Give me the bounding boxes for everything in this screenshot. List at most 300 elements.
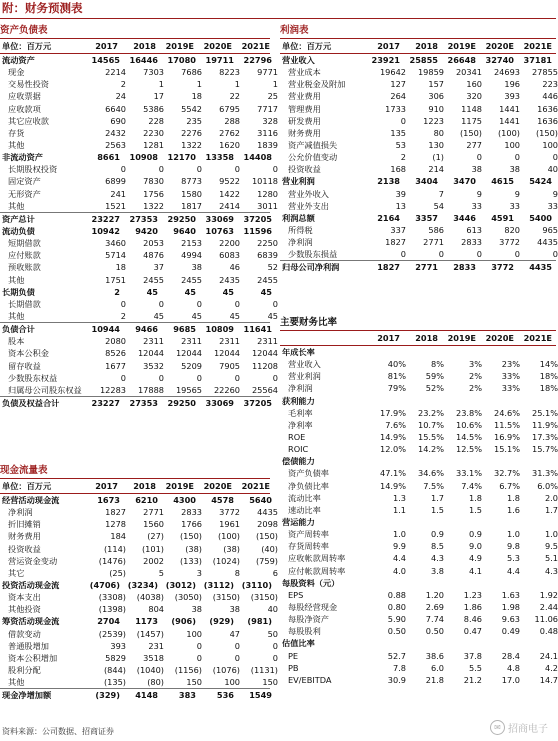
cell-value: (3112) xyxy=(203,579,234,590)
cell-value xyxy=(400,395,438,407)
cell-value: 21.8 xyxy=(425,674,444,685)
cell-value: 24.1 xyxy=(539,650,558,661)
cell-value: 0.80 xyxy=(387,601,406,612)
table-row xyxy=(0,688,270,701)
cell-value: 38 xyxy=(229,604,240,615)
cell-value: 17.0 xyxy=(501,674,520,685)
year-header: 2017 xyxy=(377,41,400,51)
table-row xyxy=(0,360,278,372)
cell-value: 2311 xyxy=(181,336,202,347)
cell-value: 7 xyxy=(438,188,444,199)
table-row xyxy=(0,237,278,249)
cell-value: 29250 xyxy=(167,397,196,408)
year-header: 2019E xyxy=(447,41,476,51)
cell-value: (4038) xyxy=(136,592,164,603)
year-header: 2020E xyxy=(485,333,514,343)
cell-value: 0 xyxy=(552,249,558,260)
row-label: 每股经营现金 xyxy=(288,601,338,612)
cell-value: 228 xyxy=(148,115,164,126)
cell-value: 328 xyxy=(262,115,278,126)
row-label: 长期股权投资 xyxy=(8,164,58,175)
cell-value: 0 xyxy=(158,372,164,383)
table-row xyxy=(280,224,556,236)
cell-value: 79% xyxy=(387,383,406,394)
row-label: 应付账款 xyxy=(8,250,41,261)
cell-value: 33069 xyxy=(205,397,234,408)
cell-value: 50 xyxy=(267,628,278,639)
table-row xyxy=(280,200,556,212)
cell-value: 9 xyxy=(514,188,520,199)
cell-value: 2435 xyxy=(219,274,240,285)
cell-value: (1) xyxy=(432,152,444,163)
cell-value: 127 xyxy=(390,79,406,90)
cell-value: (2539) xyxy=(98,628,126,639)
cell-value: 25855 xyxy=(409,55,438,65)
income-statement-title: 利润表 xyxy=(280,25,309,36)
cell-value xyxy=(438,395,476,407)
cell-value: 2053 xyxy=(143,238,164,249)
cell-value: 9.8 xyxy=(506,541,520,552)
cell-value xyxy=(514,637,552,649)
cell-value: 6083 xyxy=(219,250,240,261)
row-label: 负债合计 xyxy=(2,324,35,335)
cell-value: 223 xyxy=(542,79,558,90)
cell-value: (1131) xyxy=(250,664,278,675)
cell-value: 2% xyxy=(469,383,482,394)
cell-value: 21.2 xyxy=(463,674,482,685)
cell-value: 2214 xyxy=(105,67,126,78)
cell-value: 0 xyxy=(272,164,278,175)
cell-value: 804 xyxy=(148,604,164,615)
row-label: 投资收益 xyxy=(288,164,321,175)
table-row xyxy=(0,676,278,688)
cell-value: (981) xyxy=(247,616,272,627)
cell-value: 5.5 xyxy=(468,662,482,673)
cell-value: 47.1% xyxy=(379,468,406,479)
year-header: 2020E xyxy=(203,41,232,51)
cell-value: 13358 xyxy=(205,152,234,163)
cell-value: 0.88 xyxy=(387,589,406,600)
cell-value: 33 xyxy=(471,200,482,211)
cell-value: 0 xyxy=(158,164,164,175)
cell-value: 2250 xyxy=(257,238,278,249)
year-header: 2017 xyxy=(95,481,118,491)
cell-value: 7.4% xyxy=(461,480,482,491)
cell-value: 30.9 xyxy=(387,674,406,685)
cell-value: 1961 xyxy=(219,519,240,530)
cell-value xyxy=(514,395,552,407)
row-label: 年成长率 xyxy=(282,347,315,357)
cell-value: 15.1% xyxy=(493,444,520,455)
cell-value: 52.7 xyxy=(387,650,406,661)
cell-value: 10763 xyxy=(205,225,234,236)
cell-value: (3050) xyxy=(174,592,202,603)
cell-value: (3150) xyxy=(250,592,278,603)
cell-value: 393 xyxy=(110,640,126,651)
cell-value: 25564 xyxy=(251,384,278,395)
cell-value xyxy=(476,637,514,649)
cell-value: 5714 xyxy=(105,250,126,261)
cell-value: 2276 xyxy=(181,127,202,138)
cell-value: 24.6% xyxy=(493,407,520,418)
cell-value: 53 xyxy=(395,139,406,150)
cell-value: 37.8 xyxy=(463,650,482,661)
cell-value: 19859 xyxy=(417,67,444,78)
cell-value: 31.3% xyxy=(531,468,558,479)
cell-value: 37205 xyxy=(243,397,272,408)
cell-value: 910 xyxy=(428,103,444,114)
cell-value: 4300 xyxy=(173,495,196,505)
cell-value: 33% xyxy=(501,371,520,382)
cell-value xyxy=(476,455,514,467)
income-statement-section xyxy=(280,24,556,274)
cell-value: 8223 xyxy=(219,67,240,78)
cell-value: 231 xyxy=(148,640,164,651)
cell-value: 1 xyxy=(158,79,164,90)
year-header: 2021E xyxy=(241,481,270,491)
row-label: 公允价值变动 xyxy=(288,152,338,163)
table-row xyxy=(280,504,556,516)
cell-value: 6.0% xyxy=(537,480,558,491)
cell-value: 3357 xyxy=(415,212,438,223)
cell-value xyxy=(400,346,438,358)
cell-value: 5.3 xyxy=(506,553,520,564)
cell-value: 1636 xyxy=(537,115,558,126)
cell-value: 1620 xyxy=(219,139,240,150)
table-row xyxy=(0,591,278,603)
cell-value: 20341 xyxy=(455,67,482,78)
year-header: 2021E xyxy=(241,41,270,51)
unit-label: 单位：百万元 xyxy=(2,481,52,491)
cell-value xyxy=(514,346,552,358)
table-row xyxy=(0,494,270,506)
cell-value: 130 xyxy=(428,139,444,150)
row-label: 净负债比率 xyxy=(288,480,329,491)
cell-value: 2098 xyxy=(257,519,278,530)
cell-value: 4615 xyxy=(491,176,514,187)
unit-label xyxy=(280,331,362,345)
cell-value: 3772 xyxy=(499,237,520,248)
cell-value: 1560 xyxy=(143,519,164,530)
cell-value: 1673 xyxy=(97,495,120,505)
cell-value: 8526 xyxy=(105,348,126,359)
cell-value: 45 xyxy=(267,310,278,321)
table-row xyxy=(280,637,556,649)
year-header: 2021E xyxy=(523,333,552,343)
table-row xyxy=(0,310,278,322)
cell-value: 23% xyxy=(501,359,520,370)
cell-value: 5424 xyxy=(529,176,552,187)
cell-value: 1827 xyxy=(105,507,126,518)
table-row xyxy=(0,652,278,664)
row-label: 营业费用 xyxy=(288,91,321,102)
cell-value: 4.8 xyxy=(506,662,520,673)
cell-value: 4435 xyxy=(529,262,552,273)
cell-value: 135 xyxy=(390,127,406,138)
cell-value: 1.98 xyxy=(501,601,520,612)
cell-value xyxy=(362,577,400,589)
row-label: 资产减值损失 xyxy=(288,139,338,150)
source-note: 资料来源：公司数据、招商证券 xyxy=(2,727,114,736)
cell-value: 17 xyxy=(153,91,164,102)
cell-value: 19642 xyxy=(379,67,406,78)
cell-value: 18 xyxy=(115,262,126,273)
table-header xyxy=(0,39,270,54)
cell-value: (759) xyxy=(255,555,278,566)
cell-value: 1756 xyxy=(143,188,164,199)
table-row xyxy=(0,347,278,359)
cell-value: 0.48 xyxy=(539,626,558,637)
cell-value: 19565 xyxy=(175,384,202,395)
row-label: 借款变动 xyxy=(8,628,41,639)
row-label: 现金净增加额 xyxy=(2,690,52,701)
cell-value: (150) xyxy=(535,127,558,138)
cell-value: (101) xyxy=(141,543,164,554)
year-header: 2018 xyxy=(133,481,156,491)
cell-value: 2002 xyxy=(143,555,164,566)
cell-value: 1.7 xyxy=(544,504,558,515)
table-row xyxy=(0,664,278,676)
cell-value: 0 xyxy=(400,115,406,126)
cell-value: 1827 xyxy=(385,237,406,248)
cell-value: 14% xyxy=(539,359,558,370)
cell-value: 337 xyxy=(390,224,406,235)
cell-value: 9685 xyxy=(173,324,196,335)
cell-value: 0.9 xyxy=(430,529,444,540)
row-label: 资产负债率 xyxy=(288,468,329,479)
cell-value: 37181 xyxy=(523,55,552,65)
table-row xyxy=(0,54,270,66)
table-row xyxy=(0,163,278,175)
cell-value: 8773 xyxy=(181,176,202,187)
table-row xyxy=(0,139,278,151)
table-row xyxy=(280,492,556,504)
table-row xyxy=(0,518,278,530)
cell-value: 1441 xyxy=(499,103,520,114)
cell-value: 52 xyxy=(267,262,278,273)
cell-value xyxy=(476,516,514,528)
row-label: 营业利润 xyxy=(288,371,321,382)
cell-value: 196 xyxy=(504,79,520,90)
table-row xyxy=(0,78,278,90)
page-title: 附：财务预测表 xyxy=(2,1,83,15)
cell-value: 241 xyxy=(110,188,126,199)
cell-value: (100) xyxy=(217,531,240,542)
cell-value: 45 xyxy=(222,286,234,297)
cell-value: (906) xyxy=(171,616,196,627)
row-label: 净利率 xyxy=(288,419,313,430)
table-row xyxy=(0,384,278,396)
table-row xyxy=(0,603,278,615)
cell-value: 5.90 xyxy=(387,614,406,625)
table-row xyxy=(280,455,556,467)
cell-value: 4148 xyxy=(135,690,158,701)
cell-value: 12283 xyxy=(99,384,126,395)
cell-value: 0 xyxy=(514,152,520,163)
cell-value: 28.4 xyxy=(501,650,520,661)
cell-value: 1280 xyxy=(257,188,278,199)
table-row xyxy=(280,565,556,577)
cell-value: 32.7% xyxy=(493,468,520,479)
cell-value: 3518 xyxy=(143,652,164,663)
cell-value: (80) xyxy=(147,677,164,688)
cell-value: 214 xyxy=(428,164,444,175)
cell-value: 2833 xyxy=(461,237,482,248)
cell-value: 1580 xyxy=(181,188,202,199)
cell-value xyxy=(362,346,400,358)
row-label: 净利润 xyxy=(288,237,313,248)
cell-value: 3460 xyxy=(105,238,126,249)
cell-value: 100 xyxy=(504,139,520,150)
row-label: 应收款项 xyxy=(8,103,41,114)
cell-value: 446 xyxy=(542,91,558,102)
year-header: 2017 xyxy=(377,333,400,343)
cell-value: 320 xyxy=(466,91,482,102)
cell-value: 1677 xyxy=(105,360,126,371)
cell-value: 2311 xyxy=(143,336,164,347)
cell-value: (150) xyxy=(459,127,482,138)
cell-value: 2153 xyxy=(181,238,202,249)
cell-value: 10.6% xyxy=(455,419,482,430)
cell-value xyxy=(400,516,438,528)
cell-value: 8661 xyxy=(97,152,120,163)
cell-value: 586 xyxy=(428,224,444,235)
table-row xyxy=(280,577,556,589)
cell-value: 25 xyxy=(267,91,278,102)
cell-value: 10809 xyxy=(205,324,234,335)
row-label: ROIC xyxy=(288,444,309,455)
cell-value xyxy=(514,577,552,589)
cell-value: 1.6 xyxy=(506,504,520,515)
cashflow-title: 现金流量表 xyxy=(0,465,48,476)
cell-value: 40% xyxy=(387,359,406,370)
table-row xyxy=(280,382,556,394)
cell-value: 0 xyxy=(234,372,240,383)
row-label: 速动比率 xyxy=(288,504,321,515)
row-label: 股本 xyxy=(8,336,25,347)
cell-value: 4.3 xyxy=(544,565,558,576)
cell-value: 1173 xyxy=(135,616,158,627)
cell-value xyxy=(362,455,400,467)
cell-value: 6839 xyxy=(257,250,278,261)
cell-value: 9420 xyxy=(135,225,158,236)
year-header: 2019E xyxy=(165,481,194,491)
row-label: 其他 xyxy=(8,139,25,150)
cell-value: 9.9 xyxy=(392,541,406,552)
row-label: 预收账款 xyxy=(8,262,41,273)
cell-value: 10118 xyxy=(251,176,278,187)
cell-value: 1636 xyxy=(537,103,558,114)
cell-value: (3012) xyxy=(165,579,196,590)
cell-value: 100 xyxy=(186,628,202,639)
cell-value: 38 xyxy=(509,164,520,175)
cell-value: 0 xyxy=(476,249,482,260)
cell-value: 100 xyxy=(542,139,558,150)
table-row xyxy=(280,613,556,625)
cell-value xyxy=(438,637,476,649)
cell-value: 4994 xyxy=(181,250,202,261)
row-label: 每股资料（元） xyxy=(282,577,340,588)
cell-value: 10942 xyxy=(91,225,120,236)
cell-value: 22796 xyxy=(243,55,272,65)
watermark-text: 招商电子 xyxy=(508,724,548,735)
cell-value: 6.0 xyxy=(430,662,444,673)
table-row xyxy=(280,552,556,564)
cell-value: 0 xyxy=(158,298,164,309)
row-label: 营业外收入 xyxy=(288,188,329,199)
cell-value: 33 xyxy=(509,200,520,211)
row-label: 流动比率 xyxy=(288,492,321,503)
cell-value: 2 xyxy=(120,79,126,90)
cell-value: 29250 xyxy=(167,213,196,224)
cell-value: 5640 xyxy=(249,495,272,505)
cell-value xyxy=(438,455,476,467)
cell-value: 81% xyxy=(387,371,406,382)
cell-value: 24 xyxy=(115,91,126,102)
cell-value: 9.0 xyxy=(468,541,482,552)
cell-value: 2833 xyxy=(181,507,202,518)
row-label: EPS xyxy=(288,589,304,600)
cell-value: 37205 xyxy=(243,213,272,224)
year-header: 2017 xyxy=(95,41,118,51)
cell-value: 0 xyxy=(438,249,444,260)
table-row xyxy=(0,274,278,286)
cell-value: (38) xyxy=(185,543,202,554)
cell-value: 9 xyxy=(552,188,558,199)
cell-value: 1322 xyxy=(143,200,164,211)
cell-value xyxy=(514,516,552,528)
cell-value: 2833 xyxy=(453,262,476,273)
table-row xyxy=(280,175,556,187)
cell-value: 13 xyxy=(395,200,406,211)
cell-value: 11208 xyxy=(251,360,278,371)
cell-value: 3772 xyxy=(491,262,514,273)
cell-value: (3234) xyxy=(127,579,158,590)
cell-value: 2138 xyxy=(377,176,400,187)
cell-value: 2704 xyxy=(97,616,120,627)
cell-value: 383 xyxy=(178,690,196,701)
cell-value: 7.6% xyxy=(385,419,406,430)
cell-value: 100 xyxy=(224,677,240,688)
cell-value: 27353 xyxy=(129,213,158,224)
cell-value: 1175 xyxy=(461,115,482,126)
row-label: 其他 xyxy=(8,310,25,321)
row-label: 每股股利 xyxy=(288,626,321,637)
cell-value: 3.8 xyxy=(430,565,444,576)
cell-value: 5829 xyxy=(105,652,126,663)
row-label: 短期借款 xyxy=(8,238,41,249)
cell-value: 45 xyxy=(260,286,272,297)
cell-value: 0.47 xyxy=(463,626,482,637)
cell-value: 1 xyxy=(272,79,278,90)
row-label: 归母公司净利润 xyxy=(282,262,340,273)
cell-value: 32740 xyxy=(485,55,514,65)
row-label: 研发费用 xyxy=(288,115,321,126)
cell-value: (1476) xyxy=(98,555,126,566)
cell-value: 23.8% xyxy=(455,407,482,418)
year-header: 2018 xyxy=(415,333,438,343)
row-label: 营运资金变动 xyxy=(8,555,58,566)
cell-value: (135) xyxy=(103,677,126,688)
cell-value: 0 xyxy=(234,652,240,663)
cell-value: 264 xyxy=(390,91,406,102)
cell-value: 25.1% xyxy=(531,407,558,418)
cell-value: 40 xyxy=(547,164,558,175)
cell-value: 2771 xyxy=(423,237,444,248)
table-row xyxy=(280,260,556,273)
cell-value: 0 xyxy=(234,164,240,175)
cell-value: 0 xyxy=(196,298,202,309)
